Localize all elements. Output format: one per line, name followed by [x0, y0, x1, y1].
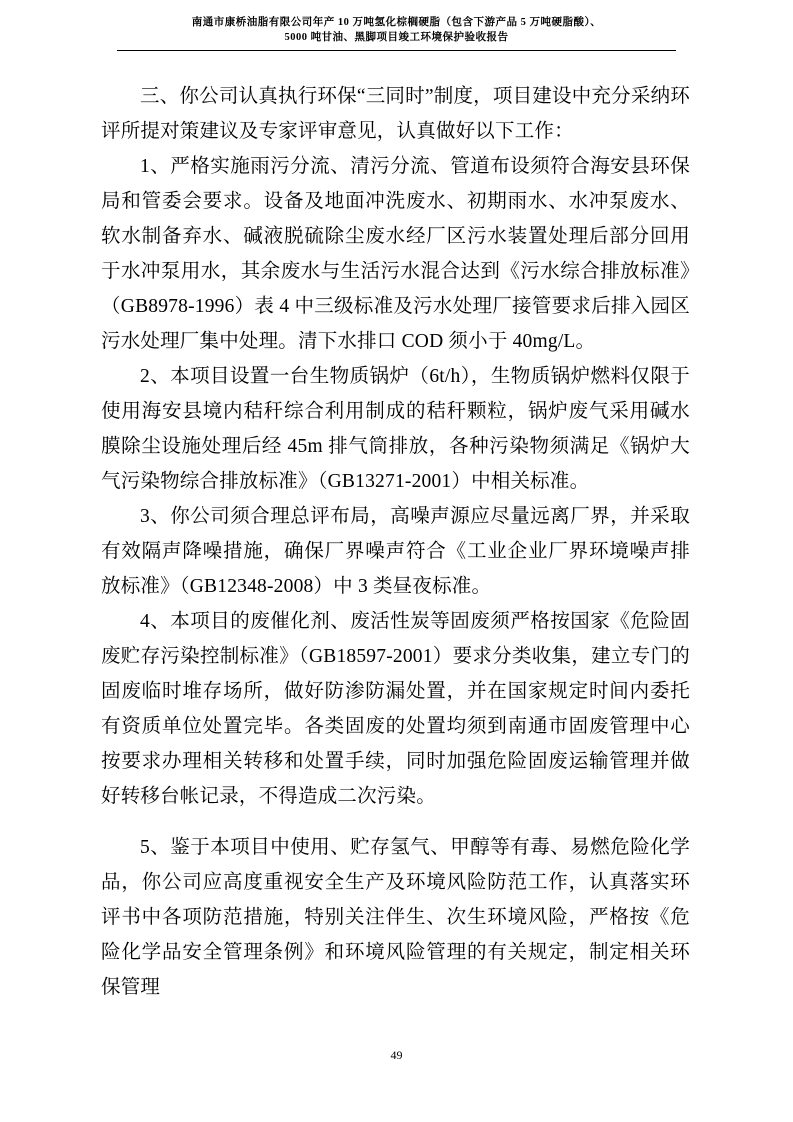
paragraph-item-4: 4、本项目的废催化剂、废活性炭等固废须严格按国家《危险固废贮存污染控制标准》（GB18597-2001）要求分类收集，建立专门的固废临时堆存场所，做好防渗防漏处置，并在国家规定时间内委托有资质单位处置完毕。各类固废的处置均须到南通市固废管理中心按要求办理相关转移和处置手续，同时加强危险固废运输管理并做好转移台帐记录，不得造成二次污染。 [101, 611, 690, 807]
document-header [117, 15, 676, 51]
paragraph-item-3: 3、你公司须合理总评布局，高噪声源应尽量远离厂界，并采取有效隔声降噪措施，确保厂界噪声符合《工业企业厂界环境噪声排放标准》（GB12348-2008）中 3 类昼夜标准。 [101, 506, 690, 597]
paragraph-item-5: 5、鉴于本项目中使用、贮存氢气、甲醇等有毒、易燃危险化学品，你公司应高度重视安全生产及环境风险防范工作，认真落实环评书中各项防范措施，特别关注伴生、次生环境风险，严格按《危险化学品安全管理条例》和环境风险管理的有关规定，制定相关环保管理 [101, 837, 690, 998]
paragraph-item-2: 2、本项目设置一台生物质锅炉（6t/h），生物质锅炉燃料仅限于使用海安县境内秸秆综合利用制成的秸秆颗粒，锅炉废气采用碱水膜除尘设施处理后经 45m 排气筒排放，各种污染物须满足《锅炉大气污染物综合排放标准》（GB13271-2001）中相关标准。 [101, 366, 690, 492]
paragraph-intro: 三、你公司认真执行环保“三同时”制度，项目建设中充分采纳环评所提对策建议及专家评审意见，认真做好以下工作： [101, 86, 690, 142]
header-title-line2: 5000 吨甘油、黑脚项目竣工环境保护验收报告 [284, 32, 509, 43]
page-number: 49 [390, 1048, 403, 1062]
paragraph-item-1: 1、严格实施雨污分流、清污分流、管道布设须符合海安县环保局和管委会要求。设备及地面冲洗废水、初期雨水、水冲泵废水、软水制备弃水、碱液脱硫除尘废水经厂区污水装置处理后部分回用于水冲泵用水，其余废水与生活污水混合达到《污水综合排放标准》（GB8978-1996）表 4 中三级标准及污水处理厂接管要求后排入园区污水处理厂集中处理。清下水排口 COD 须小于 40mg/L。 [101, 156, 690, 352]
document-body [101, 79, 690, 1005]
header-title-line1: 南通市康桥油脂有限公司年产 10 万吨氢化棕榈硬脂（包含下游产品 5 万吨硬脂酸）、 [191, 17, 602, 28]
